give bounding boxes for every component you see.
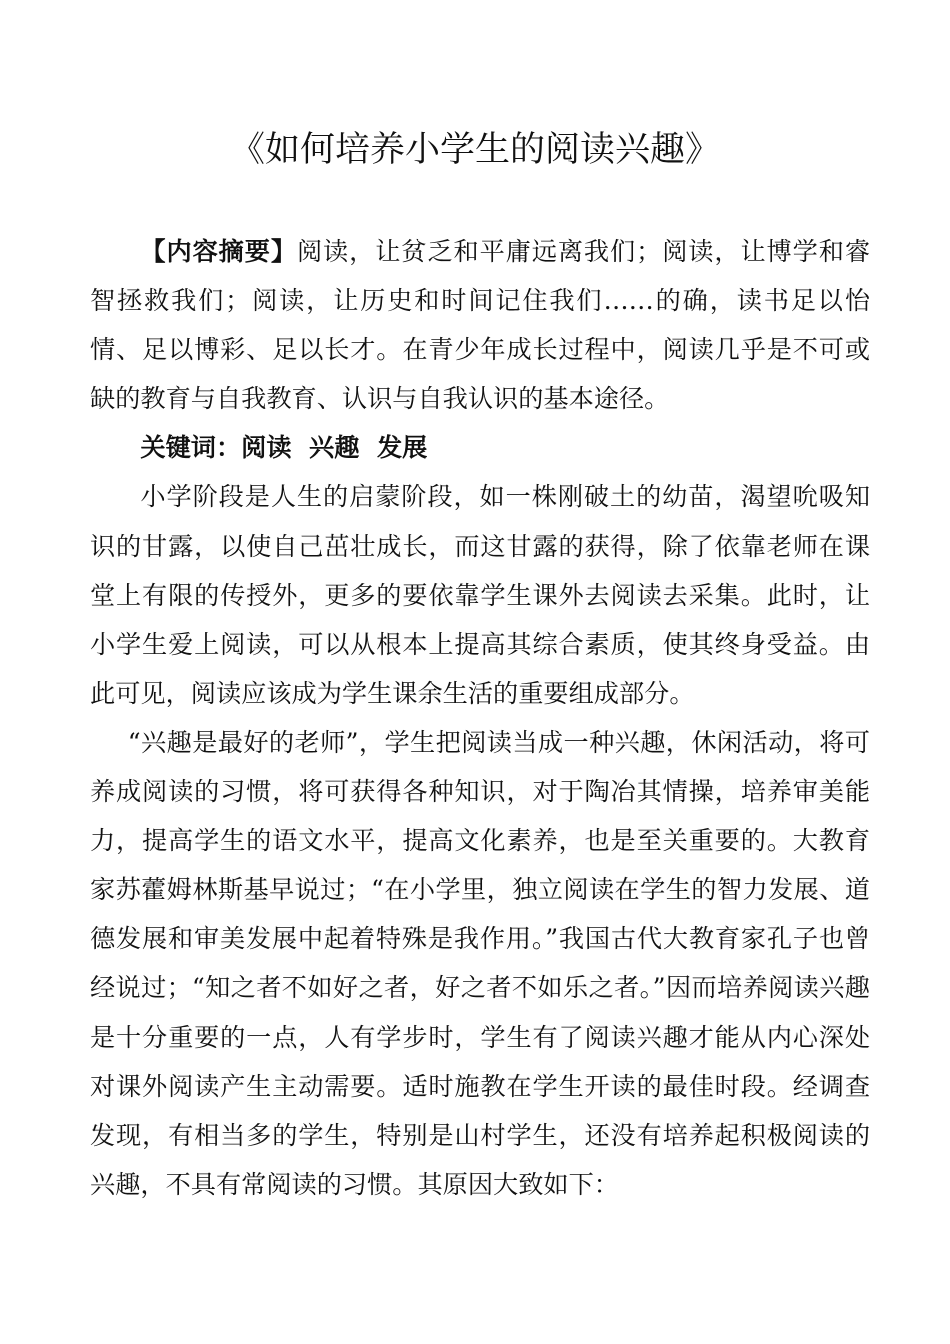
abstract-text: 阅读，让贫乏和平庸远离我们；阅读，让博学和睿智拯救我们；阅读，让历史和时间记住我们……的确，读书足以怡情、足以博彩、足以长才。在青少年成长过程中，阅读几乎是不可或缺的教育与自我教育、认识与自我认识的基本途径。: [90, 237, 871, 414]
document-title: 《如何培养小学生的阅读兴趣》: [229, 130, 720, 170]
abstract-label: 【内容摘要】: [140, 236, 297, 266]
body-paragraph-1: 小学阶段是人生的启蒙阶段，如一株刚破土的幼苗，渴望吮吸知识的甘露，以使自己茁壮成长，而这甘露的获得，除了依靠老师在课堂上有限的传授外，更多的要依靠学生课外去阅读去采集。此时，让小学生爱上阅读，可以从根本上提高其综合素质，使其终身受益。由此可见，阅读应该成为学生课余生活的重要组成部分。: [90, 482, 870, 708]
abstract-paragraph: [90, 227, 870, 423]
keywords-line: 关键词：阅读 兴趣 发展: [140, 432, 428, 463]
body-paragraph-2: “兴趣是最好的老师”，学生把阅读当成一种兴趣，休闲活动，将可养成阅读的习惯，将可获得各种知识，对于陶冶其情操，培养审美能力，提高学生的语文水平，提高文化素养，也是至关重要的。大教育家苏藿姆林斯基早说过；“在小学里，独立阅读在学生的智力发展、道德发展和审美发展中起着特殊是我作用。”我国古代大教育家孔子也曾经说过；“知之者不如好之者，好之者不如乐之者。”因而培养阅读兴趣是十分重要的一点，人有学步时，学生有了阅读兴趣才能从内心深处对课外阅读产生主动需要。适时施教在学生开读的最佳时段。经调查发现，有相当多的学生，特别是山村学生，还没有培养起积极阅读的兴趣，不具有常阅读的习惯。其原因大致如下：: [90, 727, 870, 1199]
document-body: [90, 227, 870, 1209]
